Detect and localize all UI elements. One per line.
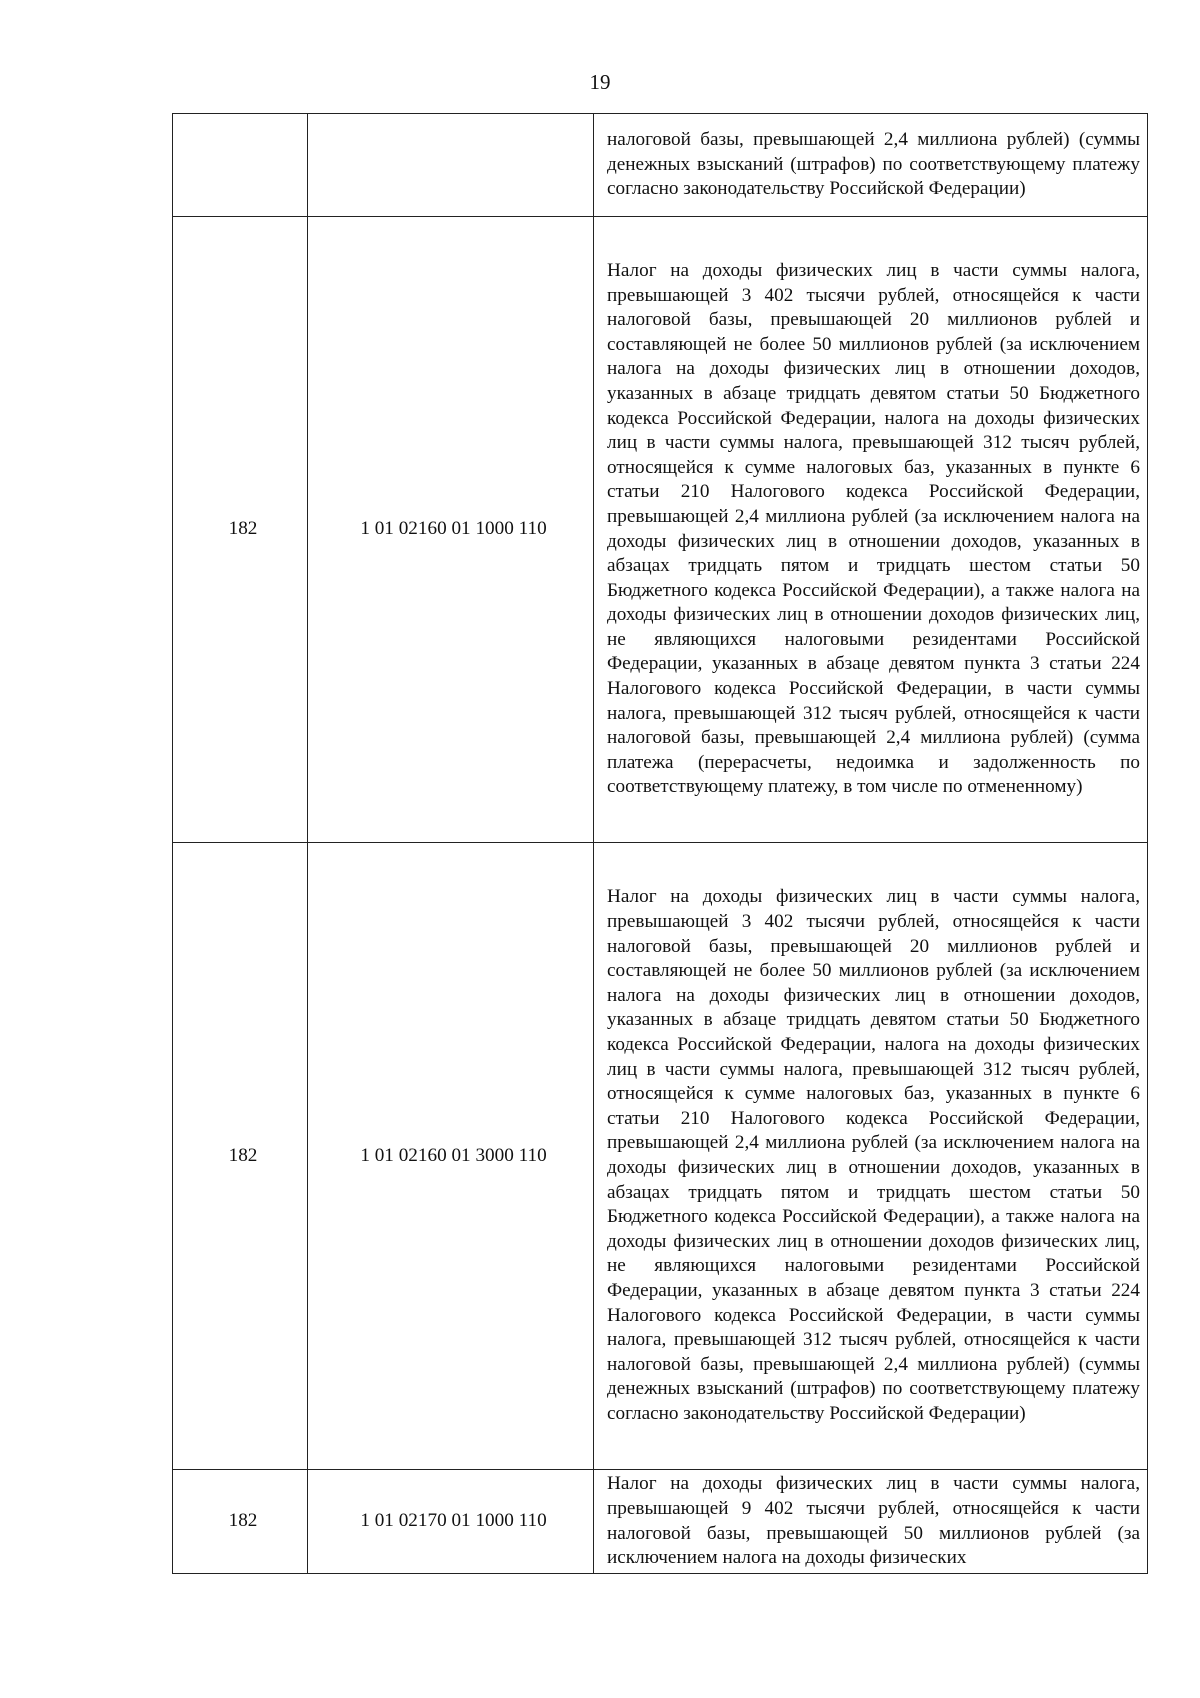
- description-cell: Налог на доходы физических лиц в части суммы налога, превышающей 9 402 тысячи рублей, относящейся к части налоговой базы, превышающей 50 миллионов рублей (за исключением налога на доходы физических: [594, 1470, 1148, 1574]
- admin-code-cell: 182: [173, 217, 308, 843]
- page-number: 19: [589, 70, 611, 94]
- description-cell: Налог на доходы физических лиц в части суммы налога, превышающей 3 402 тысячи рублей, относящейся к части налоговой базы, превышающей 20 миллионов рублей и составляющей не более 50 миллионов рублей (за исключением налога на доходы физических лиц в отношении доходов, указанных в абзаце тридцать девятом статьи 50 Бюджетного кодекса Российской Федерации, налога на доходы физических лиц в части суммы налога, превышающей 312 тысяч рублей, относящейся к сумме налоговых баз, указанных в пункте 6 статьи 210 Налогового кодекса Российской Федерации, превышающей 2,4 миллиона рублей (за исключением налога на доходы физических лиц в отношении доходов, указанных в абзацах тридцать пятом и тридцать шестом статьи 50 Бюджетного кодекса Российской Федерации), а также налога на доходы физических лиц в отношении доходов физических лиц, не являющихся налоговыми резидентами Российской Федерации, указанных в абзаце девятом пункта 3 статьи 224 Налогового кодекса Российской Федерации, в части суммы налога, превышающей 312 тысяч рублей, относящейся к части налоговой базы, превышающей 2,4 миллиона рублей) (сумма платежа (перерасчеты, недоимка и задолженность по соответствующему платежу, в том числе по отмененному): [594, 217, 1148, 843]
- table-row: [173, 843, 1148, 1470]
- table-row: [173, 114, 1148, 217]
- description-cell: Налог на доходы физических лиц в части суммы налога, превышающей 3 402 тысячи рублей, относящейся к части налоговой базы, превышающей 20 миллионов рублей и составляющей не более 50 миллионов рублей (за исключением налога на доходы физических лиц в отношении доходов, указанных в абзаце тридцать девятом статьи 50 Бюджетного кодекса Российской Федерации, налога на доходы физических лиц в части суммы налога, превышающей 312 тысяч рублей, относящейся к сумме налоговых баз, указанных в пункте 6 статьи 210 Налогового кодекса Российской Федерации, превышающей 2,4 миллиона рублей (за исключением налога на доходы физических лиц в отношении доходов, указанных в абзацах тридцать пятом и тридцать шестом статьи 50 Бюджетного кодекса Российской Федерации), а также налога на доходы физических лиц в отношении доходов физических лиц, не являющихся налоговыми резидентами Российской Федерации, указанных в абзаце девятом пункта 3 статьи 224 Налогового кодекса Российской Федерации, в части суммы налога, превышающей 312 тысяч рублей, относящейся к части налоговой базы, превышающей 2,4 миллиона рублей) (суммы денежных взысканий (штрафов) по соответствующему платежу согласно законодательству Российской Федерации): [594, 843, 1148, 1470]
- admin-code-cell: 182: [173, 843, 308, 1470]
- table-row: [173, 1470, 1148, 1574]
- kbk-code-cell: 1 01 02160 01 1000 110: [308, 217, 594, 843]
- kbk-code-cell: [308, 114, 594, 217]
- kbk-code-cell: 1 01 02170 01 1000 110: [308, 1470, 594, 1574]
- kbk-code-cell: 1 01 02160 01 3000 110: [308, 843, 594, 1470]
- admin-code-cell: 182: [173, 1470, 308, 1574]
- admin-code-cell: [173, 114, 308, 217]
- table-row: [173, 217, 1148, 843]
- description-cell: налоговой базы, превышающей 2,4 миллиона рублей) (суммы денежных взысканий (штрафов) по соответствующему платежу согласно законодательству Российской Федерации): [594, 114, 1148, 217]
- revenue-codes-table: [172, 113, 1148, 1574]
